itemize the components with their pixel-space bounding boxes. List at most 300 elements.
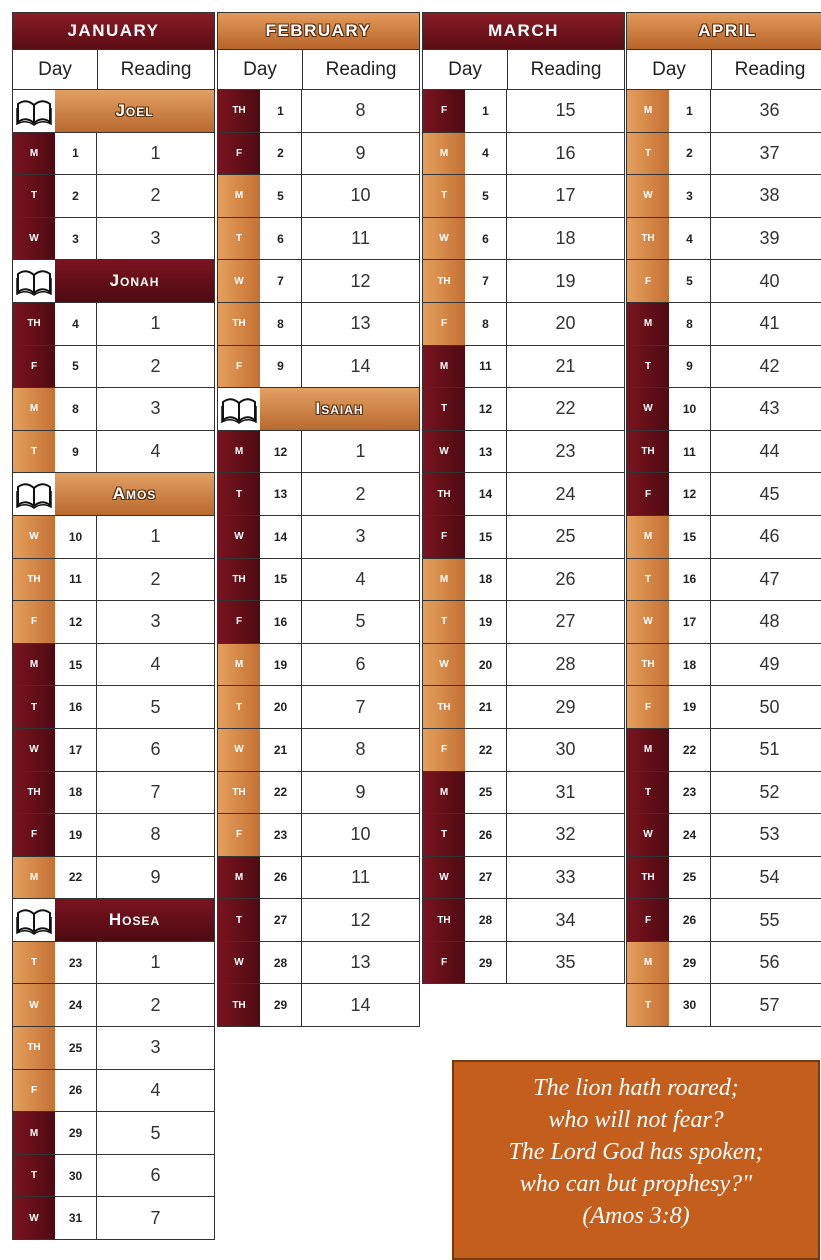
weekday-badge: W (423, 431, 465, 473)
reading-chapter: 15 (555, 100, 576, 121)
day-number: 11 (55, 559, 97, 601)
weekday-badge: TH (423, 899, 465, 941)
reading-chapter: 13 (350, 313, 371, 334)
reading-chapter: 3 (150, 1037, 161, 1058)
reading-row (626, 346, 821, 389)
weekday-badge: M (13, 857, 55, 899)
reading-chapter: 5 (150, 1122, 161, 1143)
reading-chapter: 39 (759, 228, 780, 249)
reading-chapter: 46 (759, 526, 780, 547)
weekday-badge: TH (13, 1027, 55, 1069)
reading-chapter: 14 (350, 355, 371, 376)
reading-row (12, 516, 215, 559)
day-number: 9 (260, 346, 302, 388)
reading-chapter: 23 (555, 441, 576, 462)
reading-row (217, 899, 420, 942)
reading-chapter: 2 (150, 355, 161, 376)
reading-chapter: 10 (350, 185, 371, 206)
reading-row (12, 175, 215, 218)
weekday-badge: W (423, 218, 465, 260)
reading-row (422, 942, 625, 985)
reading-row (12, 601, 215, 644)
day-number: 21 (465, 686, 507, 728)
day-number: 1 (260, 90, 302, 132)
reading-chapter: 36 (759, 100, 780, 121)
column-header-row (422, 50, 625, 90)
reading-row (217, 346, 420, 389)
reading-row (12, 772, 215, 815)
reading-chapter: 49 (759, 654, 780, 675)
reading-chapter: 13 (350, 952, 371, 973)
reading-chapter: 11 (351, 866, 370, 887)
day-number: 22 (260, 772, 302, 814)
day-number: 5 (260, 175, 302, 217)
day-number: 14 (260, 516, 302, 558)
reading-row (217, 686, 420, 729)
reading-chapter: 7 (150, 1207, 161, 1228)
reading-row (217, 942, 420, 985)
weekday-badge: M (627, 729, 669, 771)
reading-row (217, 473, 420, 516)
day-number: 1 (55, 133, 97, 175)
day-number: 9 (669, 346, 711, 388)
weekday-badge: M (218, 431, 260, 473)
reading-chapter: 48 (759, 611, 780, 632)
reading-chapter: 1 (150, 313, 161, 334)
book-header-row (217, 388, 420, 431)
weekday-badge: T (423, 601, 465, 643)
day-number: 27 (465, 857, 507, 899)
reading-chapter: 47 (759, 568, 780, 589)
reading-row (626, 942, 821, 985)
day-number: 26 (55, 1070, 97, 1112)
day-number: 13 (465, 431, 507, 473)
day-number: 25 (465, 772, 507, 814)
quote-line: The Lord God has spoken; (508, 1139, 764, 1165)
column-header-row (626, 50, 821, 90)
day-number: 15 (465, 516, 507, 558)
reading-row (422, 516, 625, 559)
day-number: 19 (465, 601, 507, 643)
weekday-badge: T (13, 431, 55, 473)
reading-chapter: 20 (555, 313, 576, 334)
day-number: 2 (669, 133, 711, 175)
open-book-icon (13, 473, 55, 515)
reading-chapter: 1 (150, 142, 161, 163)
reading-chapter: 12 (350, 909, 371, 930)
weekday-badge: W (627, 601, 669, 643)
weekday-badge: M (13, 1112, 55, 1154)
reading-row (12, 303, 215, 346)
day-number: 5 (465, 175, 507, 217)
reading-chapter: 38 (759, 185, 780, 206)
weekday-badge: TH (218, 90, 260, 132)
month-header: MARCH (422, 12, 625, 50)
day-number: 25 (55, 1027, 97, 1069)
reading-chapter: 57 (759, 994, 780, 1015)
weekday-badge: TH (627, 644, 669, 686)
day-number: 26 (260, 857, 302, 899)
weekday-badge: T (218, 473, 260, 515)
reading-row (12, 346, 215, 389)
day-number: 26 (669, 899, 711, 941)
weekday-badge: W (627, 175, 669, 217)
book-name: Hosea (55, 899, 214, 941)
column-header-row (217, 50, 420, 90)
day-number: 18 (55, 772, 97, 814)
reading-row (626, 175, 821, 218)
day-number: 29 (260, 984, 302, 1026)
weekday-badge: W (13, 984, 55, 1026)
reading-column-header: Reading (120, 58, 192, 80)
day-number: 26 (465, 814, 507, 856)
quote-citation: (Amos 3:8) (582, 1203, 690, 1229)
quote-line: who will not fear? (548, 1107, 724, 1133)
reading-chapter: 4 (355, 568, 366, 589)
reading-chapter: 3 (150, 228, 161, 249)
weekday-badge: TH (13, 772, 55, 814)
day-number: 6 (465, 218, 507, 260)
reading-chapter: 34 (555, 909, 576, 930)
weekday-badge: M (627, 516, 669, 558)
reading-row (626, 729, 821, 772)
weekday-badge: TH (423, 473, 465, 515)
weekday-badge: F (13, 1070, 55, 1112)
book-name: Joel (55, 90, 214, 132)
reading-chapter: 1 (150, 526, 161, 547)
reading-chapter: 18 (555, 228, 576, 249)
reading-chapter: 27 (555, 611, 576, 632)
day-number: 10 (669, 388, 711, 430)
reading-row (626, 644, 821, 687)
weekday-badge: F (218, 346, 260, 388)
day-number: 19 (669, 686, 711, 728)
day-number: 20 (260, 686, 302, 728)
weekday-badge: W (218, 729, 260, 771)
reading-row (217, 90, 420, 133)
weekday-badge: W (13, 218, 55, 260)
reading-row (422, 473, 625, 516)
weekday-badge: TH (423, 686, 465, 728)
reading-row (422, 346, 625, 389)
reading-row (12, 218, 215, 261)
column-header-row (12, 50, 215, 90)
reading-row (12, 1070, 215, 1113)
weekday-badge: M (218, 175, 260, 217)
reading-row (422, 90, 625, 133)
reading-column-header: Reading (325, 58, 397, 80)
reading-row (422, 686, 625, 729)
reading-chapter: 26 (555, 568, 576, 589)
reading-chapter: 5 (355, 611, 366, 632)
day-number: 24 (669, 814, 711, 856)
reading-row (626, 303, 821, 346)
weekday-badge: F (13, 346, 55, 388)
weekday-badge: T (627, 984, 669, 1026)
day-number: 15 (55, 644, 97, 686)
book-name: Isaiah (260, 388, 419, 430)
book-name: Jonah (55, 260, 214, 302)
reading-row (626, 218, 821, 261)
weekday-badge: F (627, 260, 669, 302)
reading-chapter: 12 (350, 270, 371, 291)
weekday-badge: F (423, 729, 465, 771)
weekday-badge: F (627, 899, 669, 941)
reading-row (12, 814, 215, 857)
weekday-badge: M (13, 388, 55, 430)
day-number: 9 (55, 431, 97, 473)
day-number: 6 (260, 218, 302, 260)
day-number: 8 (55, 388, 97, 430)
reading-chapter: 6 (150, 739, 161, 760)
weekday-badge: M (423, 346, 465, 388)
reading-chapter: 4 (150, 654, 161, 675)
weekday-badge: M (218, 857, 260, 899)
day-number: 8 (465, 303, 507, 345)
reading-row (626, 814, 821, 857)
reading-row (422, 857, 625, 900)
reading-chapter: 16 (555, 142, 576, 163)
reading-row (217, 814, 420, 857)
day-column-header: Day (218, 50, 303, 89)
reading-row (422, 218, 625, 261)
reading-chapter: 35 (555, 952, 576, 973)
reading-chapter: 2 (150, 994, 161, 1015)
open-book-icon (13, 899, 55, 941)
day-number: 15 (669, 516, 711, 558)
day-number: 7 (465, 260, 507, 302)
weekday-badge: M (218, 644, 260, 686)
day-number: 21 (260, 729, 302, 771)
day-number: 7 (260, 260, 302, 302)
weekday-badge: TH (218, 772, 260, 814)
weekday-badge: W (218, 260, 260, 302)
weekday-badge: TH (218, 303, 260, 345)
reading-row (12, 1197, 215, 1240)
open-book-icon (218, 388, 260, 430)
reading-chapter: 3 (355, 526, 366, 547)
weekday-badge: M (423, 559, 465, 601)
reading-row (422, 175, 625, 218)
weekday-badge: TH (627, 218, 669, 260)
day-number: 1 (465, 90, 507, 132)
reading-chapter: 8 (355, 739, 366, 760)
day-number: 16 (260, 601, 302, 643)
weekday-badge: TH (423, 260, 465, 302)
day-number: 15 (260, 559, 302, 601)
day-number: 20 (465, 644, 507, 686)
reading-row (422, 601, 625, 644)
month-header: APRIL (626, 12, 821, 50)
weekday-badge: T (627, 559, 669, 601)
reading-chapter: 50 (759, 696, 780, 717)
weekday-badge: T (218, 686, 260, 728)
reading-chapter: 5 (150, 696, 161, 717)
reading-row (12, 644, 215, 687)
day-number: 29 (55, 1112, 97, 1154)
day-number: 10 (55, 516, 97, 558)
reading-row (217, 133, 420, 176)
day-number: 22 (465, 729, 507, 771)
reading-row (12, 1155, 215, 1198)
reading-row (626, 388, 821, 431)
weekday-badge: F (627, 686, 669, 728)
reading-chapter: 21 (555, 355, 576, 376)
day-number: 19 (260, 644, 302, 686)
weekday-badge: T (218, 218, 260, 260)
reading-chapter: 22 (555, 398, 576, 419)
weekday-badge: T (423, 388, 465, 430)
reading-chapter: 42 (759, 355, 780, 376)
reading-chapter: 44 (759, 441, 780, 462)
day-number: 5 (669, 260, 711, 302)
weekday-badge: F (13, 601, 55, 643)
weekday-badge: W (13, 1197, 55, 1239)
reading-row (422, 644, 625, 687)
reading-chapter: 37 (759, 142, 780, 163)
reading-row (626, 260, 821, 303)
weekday-badge: TH (627, 431, 669, 473)
reading-row (217, 175, 420, 218)
weekday-badge: T (627, 346, 669, 388)
day-number: 18 (669, 644, 711, 686)
reading-row (217, 984, 420, 1027)
reading-row (626, 473, 821, 516)
weekday-badge: F (423, 942, 465, 984)
reading-chapter: 55 (759, 909, 780, 930)
reading-row (217, 303, 420, 346)
reading-row (422, 814, 625, 857)
reading-chapter: 19 (555, 270, 576, 291)
day-number: 22 (55, 857, 97, 899)
weekday-badge: W (13, 516, 55, 558)
month-header: FEBRUARY (217, 12, 420, 50)
reading-chapter: 7 (150, 781, 161, 802)
reading-row (422, 899, 625, 942)
day-number: 3 (55, 218, 97, 260)
book-header-row (12, 473, 215, 516)
reading-chapter: 24 (555, 483, 576, 504)
day-number: 12 (465, 388, 507, 430)
day-number: 8 (669, 303, 711, 345)
weekday-badge: W (218, 516, 260, 558)
weekday-badge: TH (627, 857, 669, 899)
weekday-badge: TH (218, 984, 260, 1026)
reading-row (422, 772, 625, 815)
reading-row (217, 857, 420, 900)
reading-row (626, 90, 821, 133)
reading-row (626, 772, 821, 815)
reading-chapter: 29 (555, 696, 576, 717)
reading-row (422, 303, 625, 346)
open-book-icon (13, 90, 55, 132)
weekday-badge: F (218, 133, 260, 175)
reading-chapter: 45 (759, 483, 780, 504)
day-number: 30 (669, 984, 711, 1026)
day-number: 25 (669, 857, 711, 899)
reading-chapter: 2 (150, 568, 161, 589)
book-name: Amos (55, 473, 214, 515)
day-number: 28 (260, 942, 302, 984)
weekday-badge: T (627, 772, 669, 814)
reading-chapter: 52 (759, 781, 780, 802)
reading-row (217, 218, 420, 261)
reading-chapter: 25 (555, 526, 576, 547)
month-header: JANUARY (12, 12, 215, 50)
reading-chapter: 3 (150, 611, 161, 632)
reading-chapter: 8 (355, 100, 366, 121)
reading-row (12, 857, 215, 900)
reading-row (626, 559, 821, 602)
day-number: 24 (55, 984, 97, 1026)
day-number: 23 (55, 942, 97, 984)
weekday-badge: M (423, 772, 465, 814)
day-number: 4 (669, 218, 711, 260)
weekday-badge: T (423, 175, 465, 217)
weekday-badge: T (13, 1155, 55, 1197)
reading-chapter: 11 (351, 228, 370, 249)
reading-chapter: 43 (759, 398, 780, 419)
day-number: 11 (669, 431, 711, 473)
reading-chapter: 28 (555, 654, 576, 675)
reading-row (626, 686, 821, 729)
reading-chapter: 41 (759, 313, 780, 334)
reading-row (217, 601, 420, 644)
reading-row (422, 559, 625, 602)
reading-chapter: 31 (555, 781, 576, 802)
reading-chapter: 9 (355, 781, 366, 802)
book-header-row (12, 90, 215, 133)
weekday-badge: M (627, 942, 669, 984)
reading-chapter: 2 (150, 185, 161, 206)
reading-row (422, 431, 625, 474)
day-number: 11 (465, 346, 507, 388)
weekday-badge: F (423, 303, 465, 345)
reading-chapter: 6 (150, 1165, 161, 1186)
reading-column-header: Reading (734, 58, 806, 80)
reading-chapter: 33 (555, 866, 576, 887)
reading-chapter: 51 (759, 739, 780, 760)
reading-chapter: 32 (555, 824, 576, 845)
weekday-badge: T (13, 942, 55, 984)
weekday-badge: F (218, 814, 260, 856)
month-column-january (12, 12, 215, 1240)
day-number: 23 (669, 772, 711, 814)
reading-row (422, 260, 625, 303)
day-number: 2 (260, 133, 302, 175)
reading-chapter: 1 (355, 441, 366, 462)
quote-line: The lion hath roared; (533, 1075, 739, 1101)
day-number: 12 (55, 601, 97, 643)
day-number: 12 (669, 473, 711, 515)
day-number: 31 (55, 1197, 97, 1239)
day-number: 16 (55, 686, 97, 728)
weekday-badge: W (423, 644, 465, 686)
weekday-badge: M (13, 644, 55, 686)
day-number: 4 (465, 133, 507, 175)
weekday-badge: TH (13, 303, 55, 345)
reading-chapter: 7 (355, 696, 366, 717)
weekday-badge: M (627, 303, 669, 345)
reading-row (626, 516, 821, 559)
reading-row (217, 729, 420, 772)
reading-chapter: 56 (759, 952, 780, 973)
month-column-february (217, 12, 420, 1027)
weekday-badge: W (423, 857, 465, 899)
reading-row (12, 729, 215, 772)
day-column-header: Day (423, 50, 508, 89)
reading-chapter: 4 (150, 441, 161, 462)
